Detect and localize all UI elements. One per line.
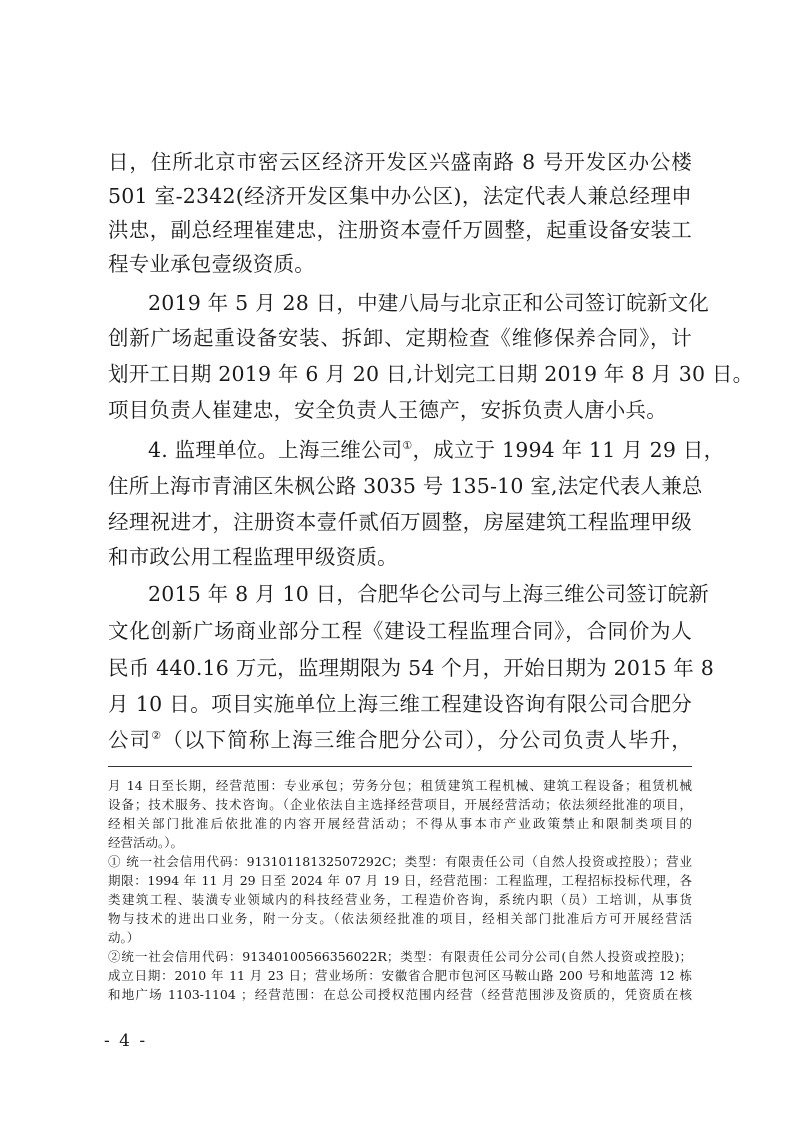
body-line: 项目负责人崔建忠，安全负责人王德产，安拆负责人唐小兵。 bbox=[108, 398, 667, 422]
footnote-marker: ② bbox=[151, 729, 163, 743]
section-heading: 4. 监理单位。上海三维公司 bbox=[148, 438, 403, 462]
body-line: 经理祝进才，注册资本壹仟贰佰万圆整，房屋建筑工程监理甲级 bbox=[108, 510, 692, 534]
body-line: 民币 440.16 万元，监理期限为 54 个月，开始日期为 2015 年 8 bbox=[108, 656, 714, 680]
body-line: 和市政公用工程监理甲级资质。 bbox=[108, 545, 398, 569]
body-line: 2019 年 5 月 28 日，中建八局与北京正和公司签订皖新文化 bbox=[148, 291, 709, 315]
body-line: 2015 年 8 月 10 日，合肥华仑公司与上海三维公司签订皖新 bbox=[148, 582, 709, 606]
body-line: 日，住所北京市密云区经济开发区兴盛南路 8 号开发区办公楼 bbox=[108, 150, 692, 174]
footnote-line: 动。） bbox=[108, 930, 140, 945]
footnote-line: 经营活动。）。 bbox=[108, 835, 184, 850]
footnote-divider bbox=[108, 766, 692, 767]
footnote-line: 设备；技术服务、技术咨询。（企业依法自主选择经营项目，开展经营活动；依法须经批准的项目， bbox=[108, 797, 692, 812]
body-line: 501 室-2342(经济开发区集中办公区)，法定代表人兼总经理申 bbox=[108, 184, 692, 208]
footnote-line: ②统一社会信用代码：91340100566356022R；类型：有限责任公司分公司(自然人投资或控股)； bbox=[108, 949, 692, 964]
footnote-line: 类建筑工程、装潢专业领域内的科技经营业务，工程造价咨询，系统内职（员）工培训，从事货 bbox=[108, 892, 692, 907]
footnote-line: 物与技术的进出口业务，附一分支。（依法须经批准的项目，经相关部门批准后方可开展经营活 bbox=[108, 911, 692, 926]
footnote-line: ① 统一社会信用代码：91310118132507292C；类型：有限责任公司（自然人投资或控股）；营业 bbox=[108, 854, 692, 869]
footnote-line: 和地广场 1103-1104 ；经营范围：在总公司授权范围内经营（经营范围涉及资质的，凭资质在核 bbox=[108, 987, 692, 1002]
footnote-line: 期限：1994 年 11 月 29 日至 2024 年 07 月 19 日，经营范围：工程监理，工程招标投标代理，各 bbox=[108, 873, 692, 888]
body-line: 文化创新广场商业部分工程《建设工程监理合同》，合同价为人 bbox=[108, 619, 692, 643]
page-number: - 4 - bbox=[104, 1031, 148, 1051]
body-line: 月 10 日。项目实施单位上海三维工程建设咨询有限公司合肥分 bbox=[108, 692, 692, 716]
body-line: 程专业承包壹级资质。 bbox=[108, 252, 315, 276]
body-text: （以下简称上海三维合肥分公司），分公司负责人毕升， bbox=[162, 728, 693, 752]
body-line: 划开工日期 2019 年 6 月 20 日,计划完工日期 2019 年 8 月 30 日。 bbox=[108, 362, 754, 386]
footnote-line: 成立日期：2010 年 11 月 23 日；营业场所：安徽省合肥市包河区马鞍山路 200 号和地蓝湾 12 栋 bbox=[108, 968, 692, 983]
body-line bbox=[108, 726, 692, 754]
body-line bbox=[148, 436, 725, 464]
footnote-line: 月 14 日至长期，经营范围：专业承包；劳务分包；租赁建筑工程机械、建筑工程设备；租赁机械 bbox=[108, 778, 692, 793]
body-text: 公司 bbox=[108, 728, 152, 752]
body-line: 洪忠，副总经理崔建忠，注册资本壹仟万圆整，起重设备安装工 bbox=[108, 218, 692, 242]
body-text: ，成立于 1994 年 11 月 29 日， bbox=[412, 438, 725, 462]
body-line: 住所上海市青浦区朱枫公路 3035 号 135-10 室,法定代表人兼总 bbox=[108, 474, 703, 498]
footnote-marker: ① bbox=[402, 439, 413, 453]
footnote-line: 经相关部门批准后依批准的内容开展经营活动；不得从事本市产业政策禁止和限制类项目的 bbox=[108, 816, 692, 831]
body-line: 创新广场起重设备安装、拆卸、定期检查《维修保养合同》，计 bbox=[108, 326, 692, 350]
